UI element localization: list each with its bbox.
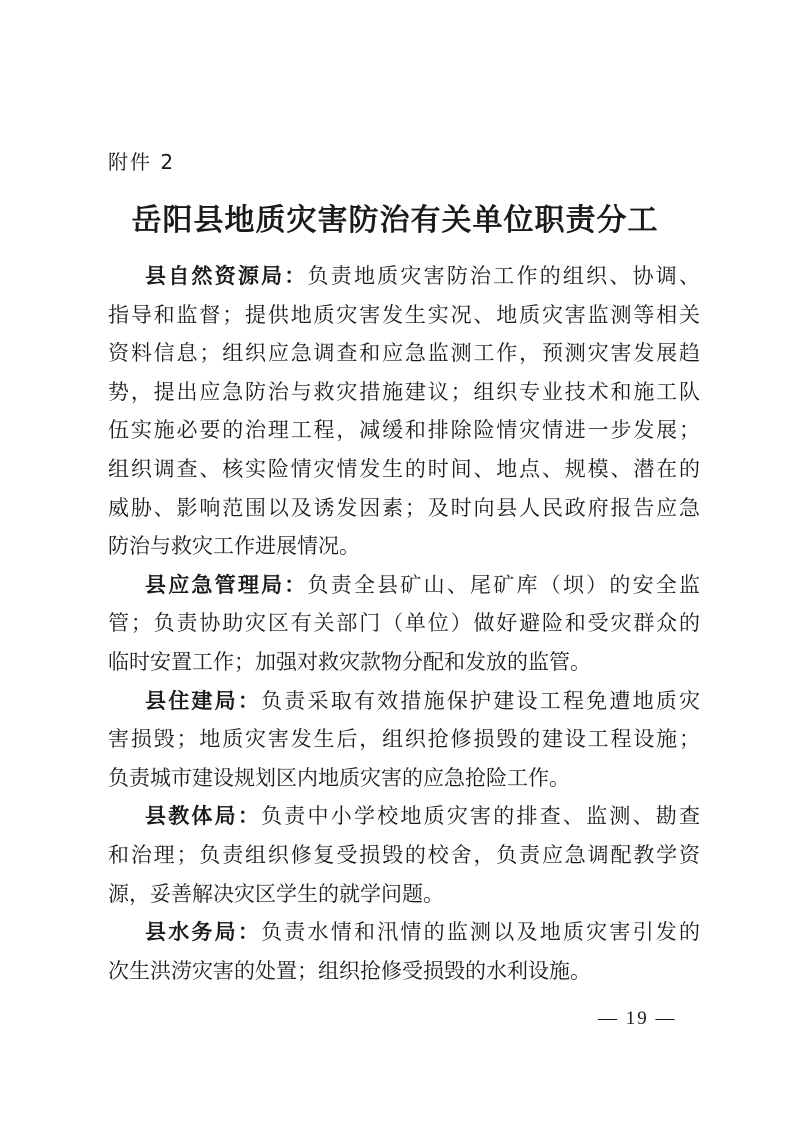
paragraph [108, 257, 700, 566]
text-line [108, 566, 700, 605]
text-line [108, 797, 700, 836]
page-number: — 19 — [598, 1008, 677, 1029]
unit-label: 县教体局： [145, 804, 262, 829]
line-text: 源，妥善解决灾区学生的就学问题。 [108, 881, 444, 906]
line-text: 管；负责协助灾区有关部门（单位）做好避险和受灾群众的 [108, 611, 700, 636]
line-text: 指导和监督；提供地质灾害发生实况、地质灾害监测等相关 [108, 302, 700, 327]
line-text: 负责采取有效措施保护建设工程免遭地质灾 [261, 688, 701, 713]
paragraph [108, 566, 700, 682]
text-line [108, 875, 700, 914]
annex-label: 附件 2 [108, 150, 176, 174]
line-text: 资料信息；组织应急调查和应急监测工作，预测灾害发展趋 [108, 341, 700, 366]
paragraph [108, 913, 700, 990]
line-text: 负责全县矿山、尾矿库（坝）的安全监 [307, 572, 701, 597]
text-line [108, 682, 700, 721]
line-text: 负责中小学校地质灾害的排查、监测、勘查 [261, 804, 701, 829]
text-line [108, 759, 700, 798]
text-line [108, 643, 700, 682]
paragraph [108, 797, 700, 913]
line-text: 害损毁；地质灾害发生后，组织抢修损毁的建设工程设施； [108, 727, 700, 752]
text-line [108, 296, 700, 335]
line-text: 负责地质灾害防治工作的组织、协调、 [307, 264, 701, 288]
text-line [108, 411, 700, 450]
line-text: 次生洪涝灾害的处置；组织抢修受损毁的水利设施。 [108, 958, 591, 983]
line-text: 威胁、影响范围以及诱发因素；及时向县人民政府报告应急 [108, 495, 700, 520]
unit-label: 县住建局： [145, 688, 262, 713]
text-line [108, 604, 700, 643]
unit-label: 县自然资源局： [145, 264, 308, 288]
line-text: 势，提出应急防治与救灾措施建议；组织专业技术和施工队 [108, 379, 700, 404]
paragraph [108, 682, 700, 798]
text-line [108, 489, 700, 528]
unit-label: 县应急管理局： [145, 572, 308, 597]
text-line [108, 373, 700, 412]
text-line [108, 836, 700, 875]
text-line [108, 913, 700, 952]
document-body [108, 257, 700, 990]
line-text: 临时安置工作；加强对救灾款物分配和发放的监管。 [108, 649, 591, 674]
text-line [108, 720, 700, 759]
unit-label: 县水务局： [145, 920, 262, 945]
line-text: 负责水情和汛情的监测以及地质灾害引发的 [261, 920, 701, 945]
document-title: 岳阳县地质灾害防治有关单位职责分工 [131, 203, 659, 238]
text-line [108, 334, 700, 373]
text-line [108, 952, 700, 991]
text-line [108, 257, 700, 296]
line-text: 和治理；负责组织修复受损毁的校舍，负责应急调配教学资 [108, 842, 700, 867]
line-text: 伍实施必要的治理工程，减缓和排除险情灾情进一步发展； [108, 418, 700, 443]
text-line [108, 450, 700, 489]
line-text: 负责城市建设规划区内地质灾害的应急抢险工作。 [108, 765, 570, 790]
text-line [108, 527, 700, 566]
line-text: 防治与救灾工作进展情况。 [108, 534, 360, 559]
line-text: 组织调查、核实险情灾情发生的时间、地点、规模、潜在的 [108, 456, 700, 481]
